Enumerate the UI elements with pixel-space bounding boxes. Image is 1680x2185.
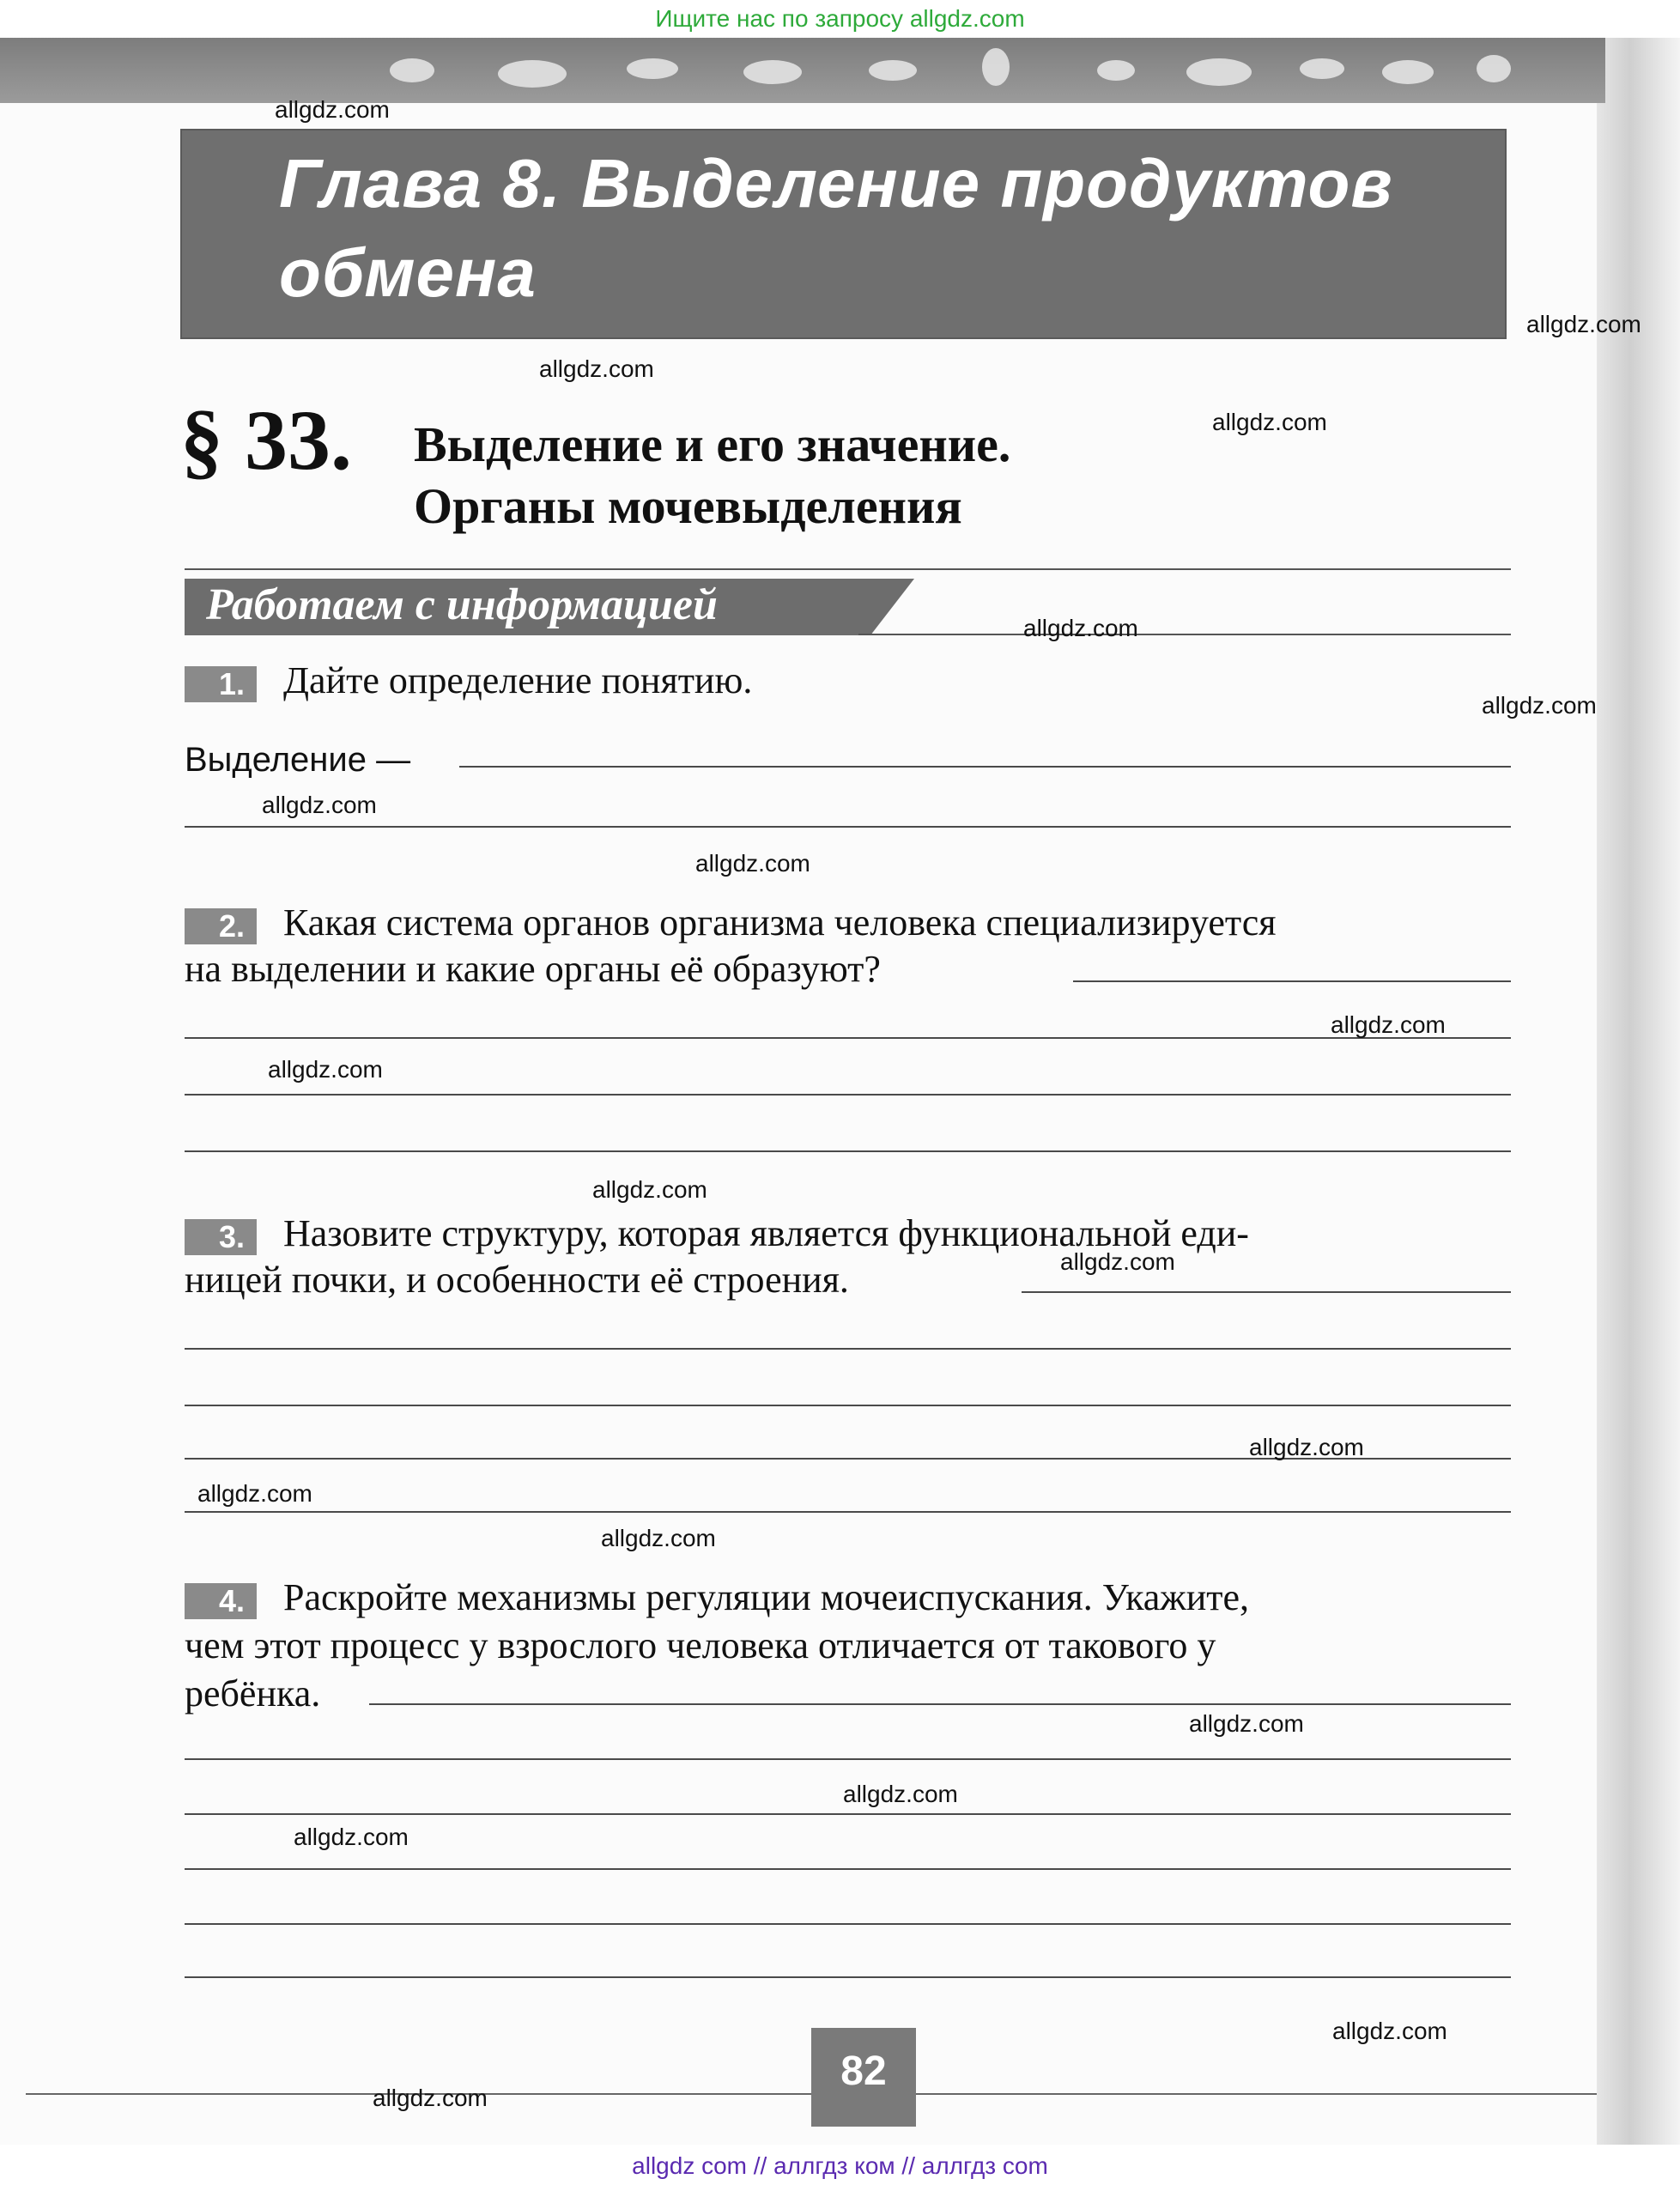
answer-line-3[interactable] xyxy=(1073,980,1511,982)
question-number-2: 2. xyxy=(185,908,257,944)
watermark[interactable]: allgdz.com xyxy=(592,1176,707,1203)
answer-line-13[interactable] xyxy=(185,1758,1511,1760)
watermark[interactable]: allgdz.com xyxy=(539,355,654,382)
question-number-4: 4. xyxy=(185,1583,257,1619)
section-number: § 33. xyxy=(180,392,352,488)
watermark[interactable]: allgdz.com xyxy=(601,1525,716,1551)
answer-line-9[interactable] xyxy=(185,1405,1511,1406)
bottom-banner[interactable]: allgdz com // аллгдз ком // аллгдз com xyxy=(632,2152,1048,2179)
answer-line-2[interactable] xyxy=(185,826,1511,828)
answer-line-15[interactable] xyxy=(185,1868,1511,1870)
chapter-title xyxy=(279,139,1498,318)
answer-line-6[interactable] xyxy=(185,1150,1511,1152)
section-title-line1: Выделение и его значение. xyxy=(414,416,1011,472)
watermark[interactable]: allgdz.com xyxy=(262,792,377,818)
watermark[interactable]: allgdz.com xyxy=(1331,1011,1446,1038)
section-divider xyxy=(185,568,1511,570)
question-4-line1: Раскройте механизмы регуляции мочеиспускания. Укажите, xyxy=(283,1576,1250,1618)
answer-line-5[interactable] xyxy=(185,1094,1511,1096)
answer-line-17[interactable] xyxy=(185,1976,1511,1978)
watermark[interactable]: allgdz.com xyxy=(1526,311,1641,337)
answer-line-11[interactable] xyxy=(185,1511,1511,1513)
question-4-line3: ребёнка. xyxy=(185,1672,321,1715)
watermark[interactable]: allgdz.com xyxy=(1189,1710,1304,1737)
answer-line-14[interactable] xyxy=(185,1813,1511,1815)
chapter-title-line2: обмена xyxy=(279,234,537,311)
answer-line-12[interactable] xyxy=(369,1703,1511,1705)
watermark[interactable]: allgdz.com xyxy=(1332,2018,1447,2044)
term-label: Выделение — xyxy=(185,741,411,779)
watermark[interactable]: allgdz.com xyxy=(1060,1248,1175,1275)
animal-decor-strip xyxy=(0,38,1605,103)
answer-line-4[interactable] xyxy=(185,1037,1511,1039)
answer-line-16[interactable] xyxy=(185,1923,1511,1925)
question-1-text: Дайте определение понятию. xyxy=(283,659,753,701)
question-4-line2: чем этот процесс у взрослого человека отличается от такового у xyxy=(185,1624,1216,1666)
watermark[interactable]: allgdz.com xyxy=(1249,1434,1364,1460)
answer-line-7[interactable] xyxy=(1022,1291,1511,1293)
watermark[interactable]: allgdz.com xyxy=(843,1781,958,1807)
question-number-3: 3. xyxy=(185,1219,257,1255)
watermark[interactable]: allgdz.com xyxy=(275,96,390,123)
book-page xyxy=(0,38,1622,2145)
watermark[interactable]: allgdz.com xyxy=(268,1056,383,1083)
info-heading: Работаем с информацией xyxy=(206,580,718,629)
question-2-line1: Какая система органов организма человека специализируется xyxy=(283,901,1277,944)
page-edge-shadow xyxy=(1597,38,1680,2145)
watermark[interactable]: allgdz.com xyxy=(1212,409,1327,435)
watermark[interactable]: allgdz.com xyxy=(1023,615,1138,641)
answer-line-8[interactable] xyxy=(185,1348,1511,1350)
info-heading-rule xyxy=(858,634,1511,635)
question-2-line2: на выделении и какие органы её образуют? xyxy=(185,948,881,990)
question-3-line1: Назовите структуру, которая является функциональной еди- xyxy=(283,1212,1249,1254)
watermark[interactable]: allgdz.com xyxy=(294,1824,409,1850)
section-title-line2: Органы мочевыделения xyxy=(414,478,962,534)
answer-line-1[interactable] xyxy=(459,766,1511,768)
top-banner[interactable]: Ищите нас по запросу allgdz.com xyxy=(655,5,1025,32)
animal-silhouettes-icon xyxy=(0,38,1605,103)
watermark[interactable]: allgdz.com xyxy=(197,1480,312,1507)
question-number-1: 1. xyxy=(185,666,257,702)
watermark[interactable]: allgdz.com xyxy=(373,2085,488,2111)
watermark[interactable]: allgdz.com xyxy=(695,850,810,877)
question-3-line2: ницей почки, и особенности её строения. xyxy=(185,1259,849,1301)
chapter-title-line1: Глава 8. Выделение продуктов xyxy=(279,145,1393,222)
page-number: 82 xyxy=(840,2048,887,2094)
watermark[interactable]: allgdz.com xyxy=(1482,692,1597,719)
